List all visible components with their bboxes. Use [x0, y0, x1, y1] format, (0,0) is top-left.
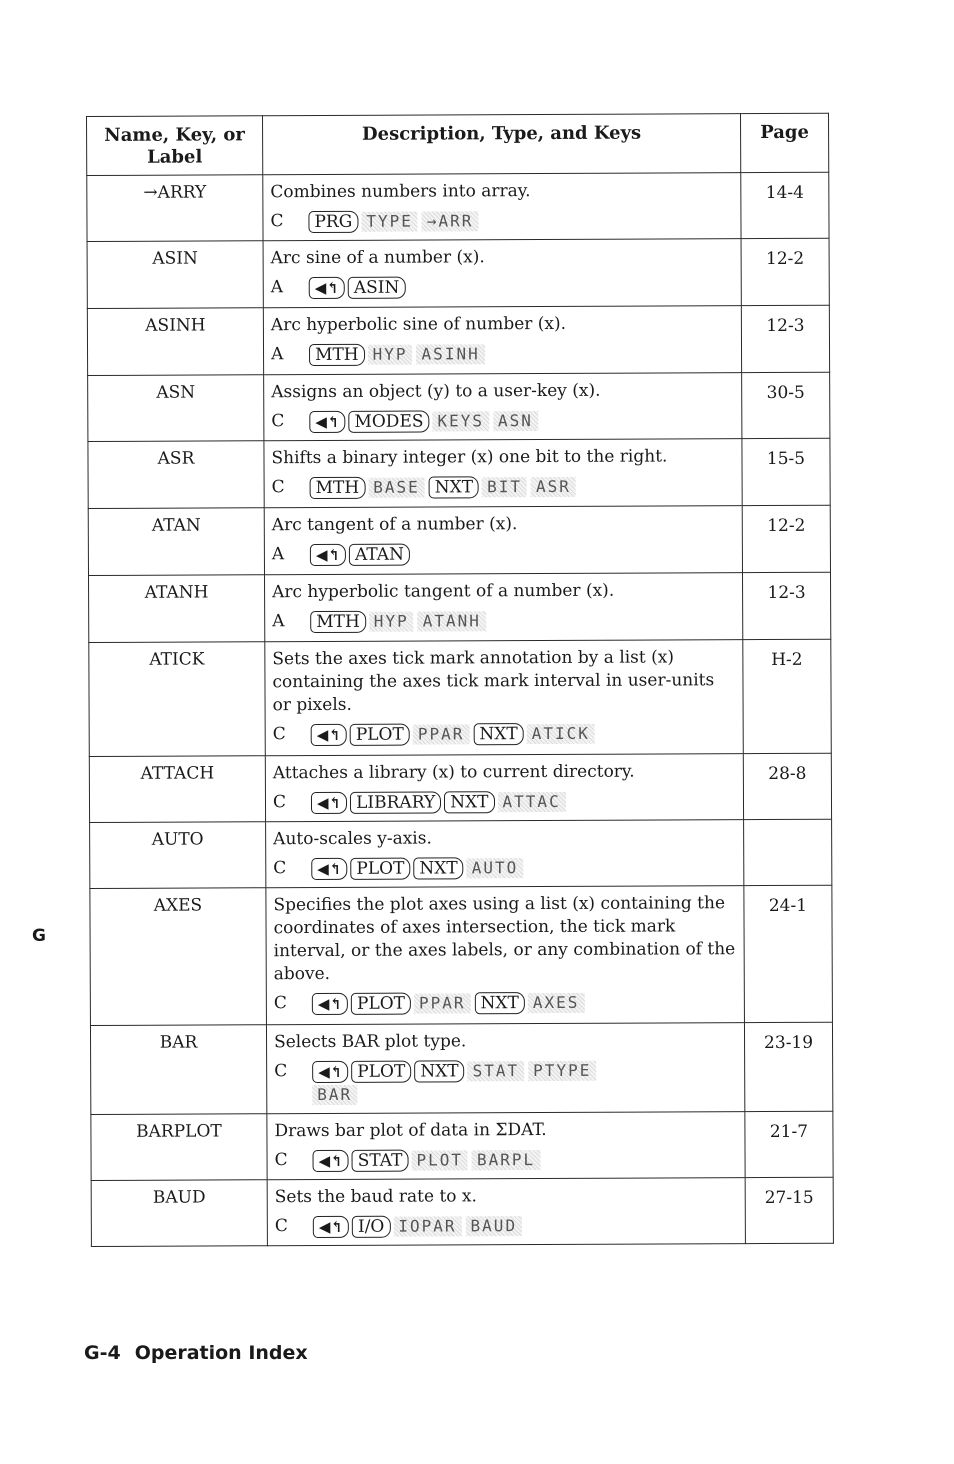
operation-name: BAUD	[91, 1180, 267, 1247]
keystroke-line	[271, 341, 735, 366]
table-row	[89, 753, 831, 822]
keystroke-line	[275, 1147, 739, 1172]
menu-label: KEYS	[432, 411, 489, 431]
keystroke-line	[273, 789, 737, 814]
key-button: MODES	[348, 410, 429, 432]
operation-name: ATAN	[88, 508, 264, 576]
key-button: ATAN	[349, 543, 410, 565]
left-shift-key-icon: ◀↰	[313, 1149, 349, 1171]
operation-description	[266, 820, 744, 888]
table-row	[88, 372, 830, 441]
key-button: MTH	[310, 476, 366, 498]
operation-description	[264, 439, 742, 508]
menu-label: HYP	[369, 611, 414, 631]
operation-name: →ARRY	[87, 175, 263, 242]
keystroke-line	[274, 1058, 738, 1083]
operation-type: A	[270, 277, 284, 298]
table-row	[90, 819, 832, 888]
menu-label: ATICK	[527, 723, 595, 743]
keystroke-line-continued	[312, 1083, 738, 1105]
operation-description	[264, 506, 742, 575]
operation-name: AXES	[90, 888, 267, 1026]
section-tab-letter: G	[32, 926, 46, 946]
key-button: MTH	[310, 610, 366, 632]
footer-page-number: G-4	[84, 1342, 121, 1364]
menu-label: ASN	[493, 411, 538, 431]
menu-label: ASR	[531, 476, 576, 496]
page-reference: H-2	[743, 639, 831, 753]
menu-label: BASE	[368, 477, 425, 497]
keystroke-line	[272, 474, 736, 499]
key-button: PLOT	[351, 1060, 411, 1082]
operation-index-table	[86, 113, 834, 1247]
table-row	[90, 1022, 832, 1114]
menu-label: PLOT	[411, 1150, 468, 1170]
operation-name: AUTO	[90, 822, 266, 889]
operation-name: BARPLOT	[91, 1114, 267, 1181]
keystroke-line	[271, 274, 735, 299]
operation-type: C	[272, 792, 287, 813]
keystroke-line	[273, 855, 737, 880]
left-shift-key-icon: ◀↰	[309, 410, 345, 432]
operation-description	[264, 373, 742, 441]
key-button: NXT	[474, 992, 524, 1014]
page-reference: 14-4	[741, 172, 829, 238]
menu-label: BAR	[312, 1085, 357, 1105]
left-shift-key-icon: ◀↰	[313, 1215, 349, 1237]
operation-type: C	[274, 1216, 288, 1237]
operation-name: ASINH	[87, 308, 263, 376]
keystroke-line	[275, 1213, 739, 1238]
operation-type: C	[273, 858, 287, 879]
operation-type: C	[272, 724, 286, 745]
page-reference: 12-2	[742, 505, 830, 572]
description-text: Assigns an object (y) to a user-key (x).	[271, 380, 601, 403]
operation-name: ATTACH	[89, 756, 265, 823]
keystroke-line	[272, 541, 736, 566]
operation-description	[265, 754, 743, 822]
page-reference: 12-2	[741, 238, 829, 305]
operation-name: ASR	[88, 441, 264, 509]
operation-description	[266, 886, 745, 1025]
description-text: Sets the baud rate to x.	[274, 1186, 477, 1208]
menu-label: PTYPE	[528, 1060, 596, 1080]
page-reference	[744, 819, 832, 885]
operation-type: A	[271, 544, 285, 565]
page-footer	[84, 1342, 308, 1364]
menu-label: BAUD	[465, 1216, 522, 1236]
operation-type: C	[271, 411, 285, 432]
key-button: I/O	[352, 1215, 390, 1237]
left-shift-key-icon: ◀↰	[310, 543, 346, 565]
menu-label: PPAR	[413, 724, 470, 744]
operation-name: BAR	[90, 1025, 266, 1115]
page-reference: 28-8	[743, 753, 831, 819]
page-reference: 15-5	[742, 438, 830, 505]
header-row	[87, 113, 829, 175]
key-button: NXT	[413, 857, 463, 879]
keystroke-line	[270, 208, 734, 233]
key-button: ASIN	[348, 276, 406, 298]
footer-section-title: Operation Index	[134, 1342, 308, 1364]
description-text: Combines numbers into array.	[270, 181, 531, 203]
table-row	[87, 238, 829, 308]
header-page: Page	[740, 113, 828, 172]
menu-label: IOPAR	[393, 1216, 461, 1236]
table-row	[88, 505, 830, 575]
description-text: Draws bar plot of data in ΣDAT.	[274, 1119, 547, 1142]
table-row	[87, 172, 829, 241]
description-text: Auto-scales y-axis.	[273, 828, 432, 850]
operation-description	[265, 573, 743, 642]
description-text: Arc hyperbolic tangent of a number (x).	[272, 580, 615, 603]
left-shift-key-icon: ◀↰	[312, 1060, 348, 1082]
key-button: PLOT	[351, 992, 411, 1014]
key-button: STAT	[352, 1149, 409, 1171]
key-button: PLOT	[350, 857, 410, 879]
table-body	[87, 172, 834, 1246]
menu-label: TYPE	[361, 211, 418, 231]
menu-label: AXES	[528, 992, 585, 1012]
operation-type: A	[270, 344, 284, 365]
operation-description	[263, 239, 741, 308]
operation-name: ATICK	[89, 642, 265, 757]
keystroke-line	[274, 990, 738, 1015]
page-reference: 24-1	[744, 885, 833, 1022]
key-button: NXT	[444, 791, 494, 813]
table-row	[91, 1111, 833, 1180]
menu-label: AUTO	[467, 858, 524, 878]
menu-label: HYP	[368, 344, 413, 364]
left-shift-key-icon: ◀↰	[311, 857, 347, 879]
operation-description	[266, 1023, 744, 1114]
operation-type: A	[272, 611, 285, 632]
menu-label: PPAR	[414, 993, 471, 1013]
operation-description	[267, 1112, 745, 1180]
page-reference: 30-5	[742, 372, 830, 438]
page-reference: 12-3	[742, 572, 830, 639]
table-row	[87, 305, 829, 375]
menu-label: ATTAC	[497, 791, 565, 811]
description-text: Selects BAR plot type.	[273, 1031, 467, 1053]
operation-description	[263, 306, 741, 375]
table-row	[89, 572, 831, 642]
menu-label: ATANH	[418, 611, 486, 631]
key-button: NXT	[414, 1060, 464, 1082]
keystroke-line	[273, 721, 737, 746]
key-button: PRG	[308, 210, 358, 232]
left-shift-key-icon: ◀↰	[311, 723, 347, 745]
left-shift-key-icon: ◀↰	[309, 276, 345, 298]
key-button: PLOT	[350, 723, 410, 745]
table-row	[91, 1177, 833, 1246]
page-reference: 21-7	[745, 1111, 833, 1177]
operation-type: C	[271, 477, 285, 498]
description-text: Attaches a library (x) to current directory.	[272, 761, 635, 784]
keystroke-line	[271, 408, 735, 433]
menu-label: ASINH	[416, 344, 484, 364]
page-reference: 12-3	[741, 305, 829, 372]
keystroke-line	[272, 608, 736, 633]
header-description: Description, Type, and Keys	[263, 114, 741, 175]
operation-name: ASN	[88, 375, 264, 442]
description-text: Shifts a binary integer (x) one bit to the right.	[271, 446, 668, 469]
page-reference: 23-19	[744, 1022, 832, 1111]
operation-type: C	[273, 993, 287, 1014]
key-button: LIBRARY	[350, 791, 441, 813]
description-text: Arc hyperbolic sine of number (x).	[270, 313, 567, 336]
header-name: Name, Key, or Label	[87, 116, 263, 176]
operation-description	[263, 173, 741, 241]
left-shift-key-icon: ◀↰	[311, 791, 347, 813]
menu-label: STAT	[468, 1061, 525, 1081]
table-row	[90, 885, 833, 1025]
operation-type: C	[274, 1150, 288, 1171]
description-text: Specifies the plot axes using a list (x) containing the coordinates of axes intersection, the tick mark interval, or the axes labels, or any combination of the above.	[273, 893, 736, 985]
table-row	[88, 438, 830, 508]
menu-label: BIT	[482, 477, 527, 497]
description-text: Arc tangent of a number (x).	[271, 514, 518, 536]
menu-label: BARPL	[472, 1150, 540, 1170]
description-text: Arc sine of a number (x).	[270, 247, 485, 269]
operation-description	[267, 1178, 745, 1246]
operation-name: ASIN	[87, 241, 263, 309]
left-shift-key-icon: ◀↰	[312, 992, 348, 1014]
key-button: NXT	[429, 476, 479, 498]
description-text: Sets the axes tick mark annotation by a list (x) containing the axes tick mark interval in user-units or pixels.	[272, 647, 715, 716]
key-button: NXT	[473, 723, 523, 745]
operation-type: C	[274, 1061, 288, 1082]
menu-label: →ARR	[422, 211, 479, 231]
operation-name: ATANH	[89, 575, 265, 643]
key-button: MTH	[309, 343, 365, 365]
page-reference: 27-15	[745, 1177, 833, 1243]
operation-description	[265, 640, 743, 756]
table-row	[89, 639, 831, 756]
operation-type: C	[270, 211, 284, 232]
